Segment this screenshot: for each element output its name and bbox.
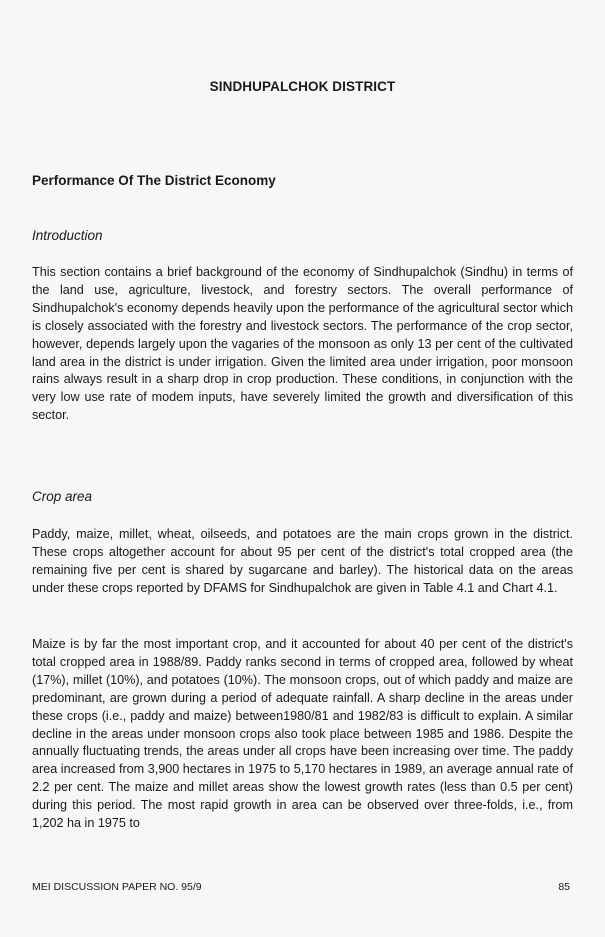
introduction-heading: Introduction: [32, 228, 103, 243]
page-number: 85: [558, 881, 570, 893]
crop-area-paragraph-1: Paddy, maize, millet, wheat, oilseeds, and potatoes are the main crops grown in the district. These crops altogether account for about 95 per cent of the district's total cropped area (the remaining five per cent is shared by sugarcane and barley). The historical data on the areas under these crops reported by DFAMS for Sindhupalchok are given in Table 4.1 and Chart 4.1.: [32, 527, 573, 595]
crop-area-paragraph-2: Maize is by far the most important crop, and it accounted for about 40 per cent of the district's total cropped area in 1988/89. Paddy ranks second in terms of cropped area, followed by wheat (17%), millet (10%), and potatoes (10%). The monsoon crops, out of which paddy and maize are predominant, are grown during a period of adequate rainfall. A sharp decline in the areas under these crops (i.e., paddy and maize) between1980/81 and 1982/83 is difficult to explain. A similar decline in the areas under monsoon crops also took place between 1985 and 1986. Despite the annually fluctuating trends, the areas under all crops have been increasing over time. The paddy area increased from 3,900 hectares in 1975 to 5,170 hectares in 1989, an average annual rate of 2.2 per cent. The maize and millet areas show the lowest growth rates (less than 0.5 per cent) during this period. The most rapid growth in area can be observed over three-folds, i.e., from 1,202 ha in 1975 to: [32, 637, 573, 831]
section-heading: Performance Of The District Economy: [32, 173, 276, 188]
introduction-paragraph: This section contains a brief background of the economy of Sindhupalchok (Sindhu) in terms of the land use, agriculture, livestock, and forestry sectors. The overall performance of Sindhupalchok's economy depends heavily upon the performance of the agricultural sector which is closely associated with the forestry and livestock sectors. The performance of the crop sector, however, depends largely upon the vagaries of the monsoon as only 13 per cent of the cultivated land area in the district is under irrigation. Given the limited area under irrigation, poor monsoon rains always result in a sharp drop in crop production. These conditions, in conjunction with the very low use rate of modem inputs, have severely limited the growth and diversification of this sector.: [32, 265, 573, 423]
crop-area-heading: Crop area: [32, 489, 93, 504]
footer-publication: MEI DISCUSSION PAPER NO. 95/9: [32, 881, 202, 893]
document-title: SINDHUPALCHOK DISTRICT: [209, 79, 396, 94]
